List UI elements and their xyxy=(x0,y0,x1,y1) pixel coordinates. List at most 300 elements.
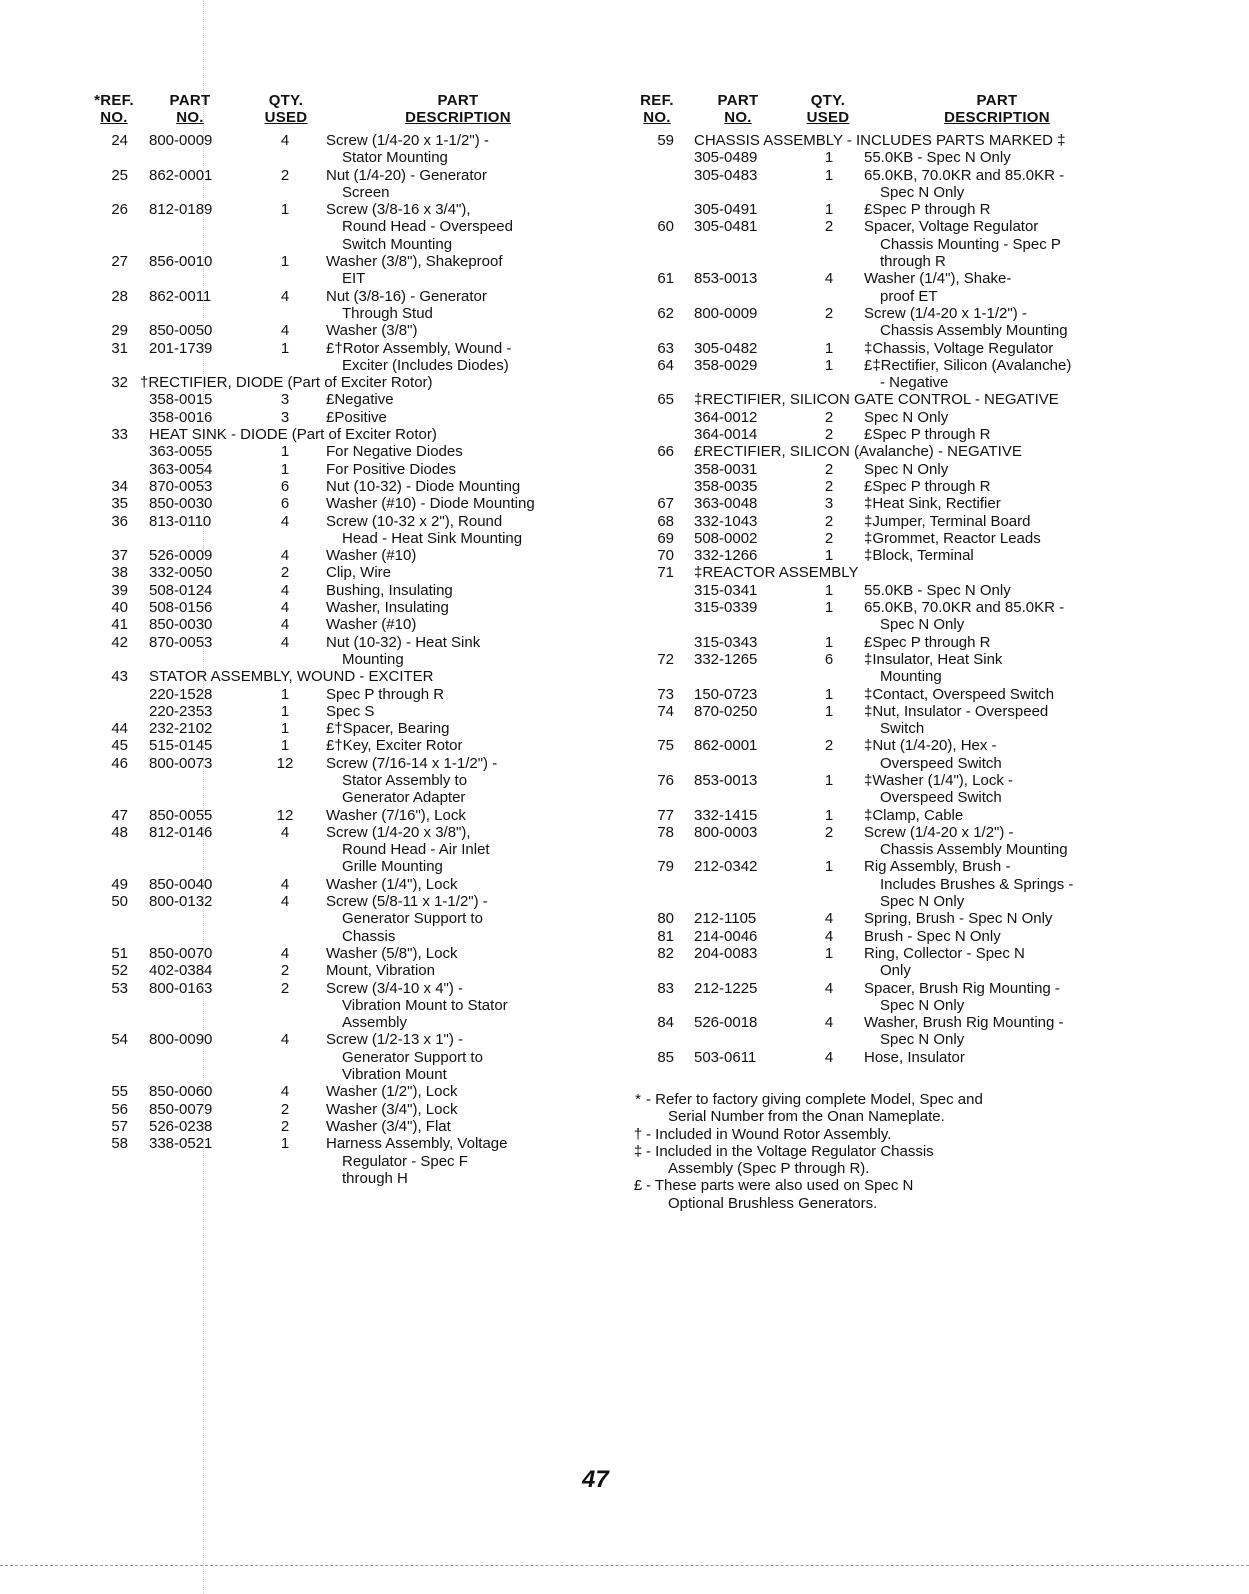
part-number: 850-0040 xyxy=(149,875,213,893)
table-row xyxy=(632,703,1192,720)
ref-header-line2: NO. xyxy=(643,109,671,126)
part-description: Assembly xyxy=(342,1014,408,1032)
legend-symbol: ‡ xyxy=(633,1142,643,1160)
part-number: 870-0053 xyxy=(149,633,213,651)
quantity: 1 xyxy=(280,443,290,461)
quantity: 4 xyxy=(824,927,834,945)
part-number: 800-0090 xyxy=(149,1031,213,1049)
part-description: Screw (1/4-20 x 1-1/2") - xyxy=(326,132,489,149)
part-description: ‡Heat Sink, Rectifier xyxy=(864,495,1001,513)
qty-header-line2: USED xyxy=(264,109,308,126)
legend-text: Serial Number from the Onan Nameplate. xyxy=(668,1108,945,1126)
part-description: £†Spacer, Bearing xyxy=(326,720,450,738)
part-number: 305-0489 xyxy=(694,149,758,167)
table-row xyxy=(88,841,608,858)
part-number: 305-0482 xyxy=(694,339,758,357)
part-description: Nut (3/8-16) - Generator xyxy=(326,287,487,305)
table-row xyxy=(88,184,608,201)
part-description: Hose, Insulator xyxy=(864,1048,965,1066)
table-row xyxy=(88,478,608,495)
ref-number: 47 xyxy=(111,806,128,824)
part-header-line1: PART xyxy=(169,92,211,109)
quantity: 2 xyxy=(824,304,834,322)
part-number: 364-0012 xyxy=(694,408,758,426)
part-number: 800-0132 xyxy=(149,893,213,911)
part-number: 800-0009 xyxy=(694,304,758,322)
quantity: 4 xyxy=(824,1048,834,1066)
ref-number: 80 xyxy=(657,910,674,928)
quantity: 1 xyxy=(280,253,290,271)
table-row xyxy=(88,374,608,391)
part-description: Screw (1/4-20 x 1-1/2") - xyxy=(864,304,1027,322)
part-number: 508-0124 xyxy=(149,581,213,599)
quantity: 4 xyxy=(824,910,834,928)
table-row xyxy=(88,530,608,547)
part-description: - Negative xyxy=(880,374,949,392)
table-row xyxy=(632,322,1192,339)
table-row xyxy=(632,461,1192,478)
part-number: 862-0001 xyxy=(694,737,758,755)
table-row xyxy=(88,668,608,685)
table-row xyxy=(632,634,1192,651)
part-description: Brush - Spec N Only xyxy=(864,927,1001,945)
quantity: 2 xyxy=(280,564,290,582)
table-row xyxy=(88,582,608,599)
table-row xyxy=(88,772,608,789)
table-row xyxy=(632,530,1192,547)
part-description: Washer (7/16"), Lock xyxy=(326,806,466,824)
part-description: Stator Mounting xyxy=(342,149,448,167)
quantity: 1 xyxy=(824,633,834,651)
part-number: 800-0073 xyxy=(149,754,213,772)
part-description: Washer (3/8") xyxy=(326,322,418,340)
part-description: Exciter (Includes Diodes) xyxy=(342,356,509,374)
ref-number: 32 xyxy=(111,374,128,392)
table-row xyxy=(88,409,608,426)
part-description: Switch xyxy=(880,720,925,738)
part-header-line1: PART xyxy=(717,92,759,109)
table-row xyxy=(88,305,608,322)
table-row xyxy=(88,876,608,893)
part-description: £‡Rectifier, Silicon (Avalanche) xyxy=(864,356,1072,374)
ref-number: 75 xyxy=(657,737,674,755)
ref-number: 37 xyxy=(111,547,128,565)
table-row xyxy=(632,841,1192,858)
part-description: 65.0KB, 70.0KR and 85.0KR - xyxy=(864,599,1065,617)
legend-row xyxy=(632,1160,1192,1177)
part-number: 862-0001 xyxy=(149,166,213,184)
ref-number: 69 xyxy=(657,529,674,547)
part-number: 800-0003 xyxy=(694,823,758,841)
table-row xyxy=(632,1049,1192,1066)
table-row xyxy=(88,564,608,581)
ref-number: 51 xyxy=(111,944,128,962)
quantity: 2 xyxy=(280,962,290,980)
table-row xyxy=(632,270,1192,287)
part-description: through H xyxy=(342,1169,408,1187)
part-number: 503-0611 xyxy=(694,1048,757,1066)
part-description: £Spec P through R xyxy=(864,633,991,651)
part-number: 813-0110 xyxy=(149,512,212,530)
table-row xyxy=(88,218,608,235)
table-row xyxy=(632,858,1192,875)
part-number: 526-0238 xyxy=(149,1117,213,1135)
part-description: Washer (3/4"), Flat xyxy=(326,1117,451,1135)
part-number: 862-0011 xyxy=(149,287,212,305)
quantity: 4 xyxy=(824,1014,834,1032)
quantity: 1 xyxy=(824,944,834,962)
part-number: 800-0009 xyxy=(149,132,213,149)
table-row xyxy=(88,340,608,357)
part-header-line2: NO. xyxy=(176,109,204,126)
part-description: Screw (3/4-10 x 4") - xyxy=(326,979,464,997)
part-description: For Positive Diodes xyxy=(326,460,457,478)
legend-text: Optional Brushless Generators. xyxy=(668,1194,878,1212)
table-row xyxy=(632,288,1192,305)
ref-no-header xyxy=(88,92,140,126)
part-description: Chassis Assembly Mounting xyxy=(880,841,1068,859)
part-description: Bushing, Insulating xyxy=(326,581,453,599)
part-description: EIT xyxy=(342,270,366,288)
table-row xyxy=(88,824,608,841)
part-number: 201-1739 xyxy=(149,339,213,357)
part-description: Chassis Assembly Mounting xyxy=(880,322,1068,340)
part-number: 853-0013 xyxy=(694,771,758,789)
quantity: 3 xyxy=(280,408,290,426)
quantity: 1 xyxy=(280,702,290,720)
part-number: 358-0029 xyxy=(694,356,758,374)
part-number: 315-0343 xyxy=(694,633,758,651)
table-row xyxy=(632,651,1192,668)
part-description: £Spec P through R xyxy=(864,426,991,444)
part-description: proof ET xyxy=(880,287,938,305)
table-row xyxy=(632,167,1192,184)
part-number: 204-0083 xyxy=(694,944,758,962)
part-description: Head - Heat Sink Mounting xyxy=(342,529,523,547)
part-description: Mounting xyxy=(880,668,942,686)
table-row xyxy=(632,599,1192,616)
legend-symbol: £ xyxy=(633,1177,643,1195)
section-heading: HEAT SINK - DIODE (Part of Exciter Rotor) xyxy=(149,426,437,444)
part-description: ‡Block, Terminal xyxy=(864,547,974,565)
part-description: Washer (1/4"), Lock xyxy=(326,875,458,893)
table-row xyxy=(632,668,1192,685)
part-description: Through Stud xyxy=(342,304,433,322)
section-heading: £RECTIFIER, SILICON (Avalanche) - NEGATIVE xyxy=(694,443,1022,461)
part-number: 870-0053 xyxy=(149,477,213,495)
ref-number: 52 xyxy=(111,962,128,980)
quantity: 4 xyxy=(280,132,290,149)
part-description: ‡Contact, Overspeed Switch xyxy=(864,685,1055,703)
ref-number: 54 xyxy=(111,1031,128,1049)
table-row xyxy=(632,737,1192,754)
part-description: Round Head - Overspeed xyxy=(342,218,513,236)
quantity: 6 xyxy=(824,650,834,668)
part-number: 332-1043 xyxy=(694,512,758,530)
table-row xyxy=(632,426,1192,443)
table-row xyxy=(88,253,608,270)
ref-number: 56 xyxy=(111,1100,128,1118)
table-row xyxy=(632,616,1192,633)
legend-row xyxy=(632,1091,1192,1108)
table-row xyxy=(88,980,608,997)
part-description: ‡Washer (1/4"), Lock - xyxy=(864,771,1013,789)
quantity: 1 xyxy=(824,858,834,876)
part-number: 332-1415 xyxy=(694,806,758,824)
part-description: Washer, Insulating xyxy=(326,599,449,617)
quantity: 1 xyxy=(824,339,834,357)
footnote-legend xyxy=(632,1091,1192,1212)
part-description: Mounting xyxy=(342,650,404,668)
part-description: Spec N Only xyxy=(880,183,965,201)
table-row xyxy=(88,893,608,910)
part-number: 212-1105 xyxy=(694,910,757,928)
ref-number: 62 xyxy=(657,304,674,322)
table-row xyxy=(632,478,1192,495)
quantity: 1 xyxy=(824,149,834,167)
part-number: 850-0030 xyxy=(149,616,213,634)
part-description: £Spec P through R xyxy=(864,201,991,219)
part-number: 812-0146 xyxy=(149,823,213,841)
quantity: 6 xyxy=(280,477,290,495)
quantity: 2 xyxy=(824,460,834,478)
legend-text: - These parts were also used on Spec N xyxy=(646,1177,914,1195)
ref-number: 59 xyxy=(657,132,674,149)
table-row xyxy=(88,755,608,772)
part-no-header xyxy=(708,92,768,126)
part-description: Chassis Mounting - Spec P xyxy=(880,235,1061,253)
ref-number: 38 xyxy=(111,564,128,582)
table-row xyxy=(88,928,608,945)
table-row xyxy=(88,997,608,1014)
table-row xyxy=(632,807,1192,824)
table-row xyxy=(632,876,1192,893)
table-row xyxy=(88,1014,608,1031)
quantity: 2 xyxy=(824,408,834,426)
quantity: 4 xyxy=(280,893,290,911)
table-row xyxy=(88,962,608,979)
part-description: Spacer, Voltage Regulator xyxy=(864,218,1039,236)
table-row xyxy=(632,513,1192,530)
part-description: Stator Assembly to xyxy=(342,771,468,789)
ref-number: 85 xyxy=(657,1048,674,1066)
table-row xyxy=(632,893,1192,910)
quantity: 1 xyxy=(824,166,834,184)
legend-row xyxy=(632,1195,1192,1212)
ref-header-line1: REF. xyxy=(640,92,674,109)
table-row xyxy=(88,1101,608,1118)
part-description: Washer (5/8"), Lock xyxy=(326,944,458,962)
table-row xyxy=(632,686,1192,703)
part-description: ‡Chassis, Voltage Regulator xyxy=(864,339,1054,357)
table-row xyxy=(88,1083,608,1100)
ref-number: 68 xyxy=(657,512,674,530)
section-heading: STATOR ASSEMBLY, WOUND - EXCITER xyxy=(149,668,434,686)
legend-row xyxy=(632,1108,1192,1125)
quantity: 1 xyxy=(280,685,290,703)
ref-number: 67 xyxy=(657,495,674,513)
part-description: Vibration Mount to Stator xyxy=(342,996,508,1014)
quantity: 4 xyxy=(280,616,290,634)
part-number: 332-1265 xyxy=(694,650,758,668)
desc-header-line1: PART xyxy=(976,92,1018,109)
part-number: 315-0341 xyxy=(694,581,758,599)
part-number: 305-0491 xyxy=(694,201,758,219)
ref-no-header xyxy=(632,92,682,126)
table-row xyxy=(632,495,1192,512)
table-row xyxy=(88,910,608,927)
part-description: For Negative Diodes xyxy=(326,443,463,461)
ref-number: 24 xyxy=(111,132,128,149)
desc-header-line2: DESCRIPTION xyxy=(405,109,511,126)
left-parts-table xyxy=(88,92,608,1187)
part-number: 856-0010 xyxy=(149,253,213,271)
ref-number: 78 xyxy=(657,823,674,841)
table-row xyxy=(632,443,1192,460)
quantity: 3 xyxy=(280,391,290,409)
part-number: 850-0055 xyxy=(149,806,213,824)
right-table-header xyxy=(632,92,1192,132)
ref-number: 40 xyxy=(111,599,128,617)
part-description: Vibration Mount xyxy=(342,1066,447,1084)
table-row xyxy=(88,720,608,737)
quantity: 4 xyxy=(824,979,834,997)
part-number: 338-0521 xyxy=(149,1135,213,1153)
quantity: 1 xyxy=(824,685,834,703)
section-heading: †RECTIFIER, DIODE (Part of Exciter Rotor) xyxy=(140,374,433,392)
table-row xyxy=(88,1118,608,1135)
part-description: Screw (3/8-16 x 3/4"), xyxy=(326,201,471,219)
quantity: 2 xyxy=(824,529,834,547)
qty-used-header xyxy=(802,92,854,126)
ref-number: 77 xyxy=(657,806,674,824)
table-row xyxy=(632,824,1192,841)
table-row xyxy=(88,236,608,253)
ref-number: 82 xyxy=(657,944,674,962)
part-number: 850-0030 xyxy=(149,495,213,513)
part-description: Harness Assembly, Voltage xyxy=(326,1135,508,1153)
part-description: ‡Nut, Insulator - Overspeed xyxy=(864,702,1049,720)
part-description: through R xyxy=(880,253,946,271)
part-description: Screw (7/16-14 x 1-1/2") - xyxy=(326,754,498,772)
part-description: Spec N Only xyxy=(880,616,965,634)
quantity: 1 xyxy=(280,737,290,755)
table-row xyxy=(88,547,608,564)
part-description: Washer (3/8"), Shakeproof xyxy=(326,253,503,271)
part-description: Generator Support to xyxy=(342,1048,483,1066)
ref-number: 28 xyxy=(111,287,128,305)
ref-number: 41 xyxy=(111,616,128,634)
ref-number: 55 xyxy=(111,1083,128,1101)
ref-number: 73 xyxy=(657,685,674,703)
table-row xyxy=(88,1135,608,1152)
table-row xyxy=(632,582,1192,599)
part-number: 214-0046 xyxy=(694,927,758,945)
table-row xyxy=(632,997,1192,1014)
part-description: Spec N Only xyxy=(864,460,949,478)
table-row xyxy=(632,547,1192,564)
part-number: 363-0048 xyxy=(694,495,758,513)
quantity: 1 xyxy=(280,1135,290,1153)
part-description: Screw (10-32 x 2"), Round xyxy=(326,512,503,530)
part-header-line2: NO. xyxy=(724,109,752,126)
quantity: 1 xyxy=(824,771,834,789)
table-row xyxy=(632,772,1192,789)
ref-number: 66 xyxy=(657,443,674,461)
part-description: Washer (1/4"), Shake- xyxy=(864,270,1012,288)
part-description: Grille Mounting xyxy=(342,858,443,876)
part-number: 358-0035 xyxy=(694,477,758,495)
quantity: 1 xyxy=(280,720,290,738)
ref-header-line1: *REF. xyxy=(94,92,134,109)
part-description: Generator Adapter xyxy=(342,789,466,807)
part-number: 526-0009 xyxy=(149,547,213,565)
table-row xyxy=(632,1014,1192,1031)
part-description: Spec P through R xyxy=(326,685,445,703)
table-row xyxy=(632,789,1192,806)
quantity: 4 xyxy=(280,1083,290,1101)
part-number: 305-0481 xyxy=(694,218,758,236)
part-description: £Negative xyxy=(326,391,394,409)
ref-number: 64 xyxy=(657,356,674,374)
part-number: 358-0031 xyxy=(694,460,758,478)
quantity: 4 xyxy=(280,944,290,962)
ref-number: 70 xyxy=(657,547,674,565)
ref-number: 83 xyxy=(657,979,674,997)
part-description: Overspeed Switch xyxy=(880,754,1002,772)
part-description: 55.0KB - Spec N Only xyxy=(864,581,1011,599)
quantity: 1 xyxy=(824,356,834,374)
part-number: 363-0055 xyxy=(149,443,213,461)
table-row xyxy=(88,1066,608,1083)
part-description: Washer (1/2"), Lock xyxy=(326,1083,458,1101)
quantity: 1 xyxy=(824,702,834,720)
part-number: 220-1528 xyxy=(149,685,213,703)
ref-number: 61 xyxy=(657,270,674,288)
ref-number: 49 xyxy=(111,875,128,893)
quantity: 4 xyxy=(824,270,834,288)
left-rows xyxy=(88,132,608,1187)
ref-number: 43 xyxy=(111,668,128,686)
legend-symbol: † xyxy=(633,1125,643,1143)
right-parts-table xyxy=(632,92,1192,1066)
part-number: 508-0156 xyxy=(149,599,213,617)
part-description: ‡Grommet, Reactor Leads xyxy=(864,529,1041,547)
table-row xyxy=(632,720,1192,737)
part-description: £Spec P through R xyxy=(864,477,991,495)
part-number: 150-0723 xyxy=(694,685,758,703)
legend-text: - Included in the Voltage Regulator Chassis xyxy=(646,1142,934,1160)
legend-row xyxy=(632,1177,1192,1194)
left-table-header xyxy=(88,92,608,132)
ref-number: 76 xyxy=(657,771,674,789)
part-description: Regulator - Spec F xyxy=(342,1152,468,1170)
part-description: Screw (1/4-20 x 1/2") - xyxy=(864,823,1014,841)
part-description: 55.0KB - Spec N Only xyxy=(864,149,1011,167)
legend-row xyxy=(632,1126,1192,1143)
table-row xyxy=(632,910,1192,927)
part-description: Only xyxy=(880,962,911,980)
table-row xyxy=(88,599,608,616)
ref-number: 42 xyxy=(111,633,128,651)
table-row xyxy=(88,513,608,530)
quantity: 2 xyxy=(280,1100,290,1118)
qty-used-header xyxy=(260,92,312,126)
part-number: 800-0163 xyxy=(149,979,213,997)
part-description: Spec N Only xyxy=(864,408,949,426)
quantity: 1 xyxy=(824,806,834,824)
table-row xyxy=(88,807,608,824)
